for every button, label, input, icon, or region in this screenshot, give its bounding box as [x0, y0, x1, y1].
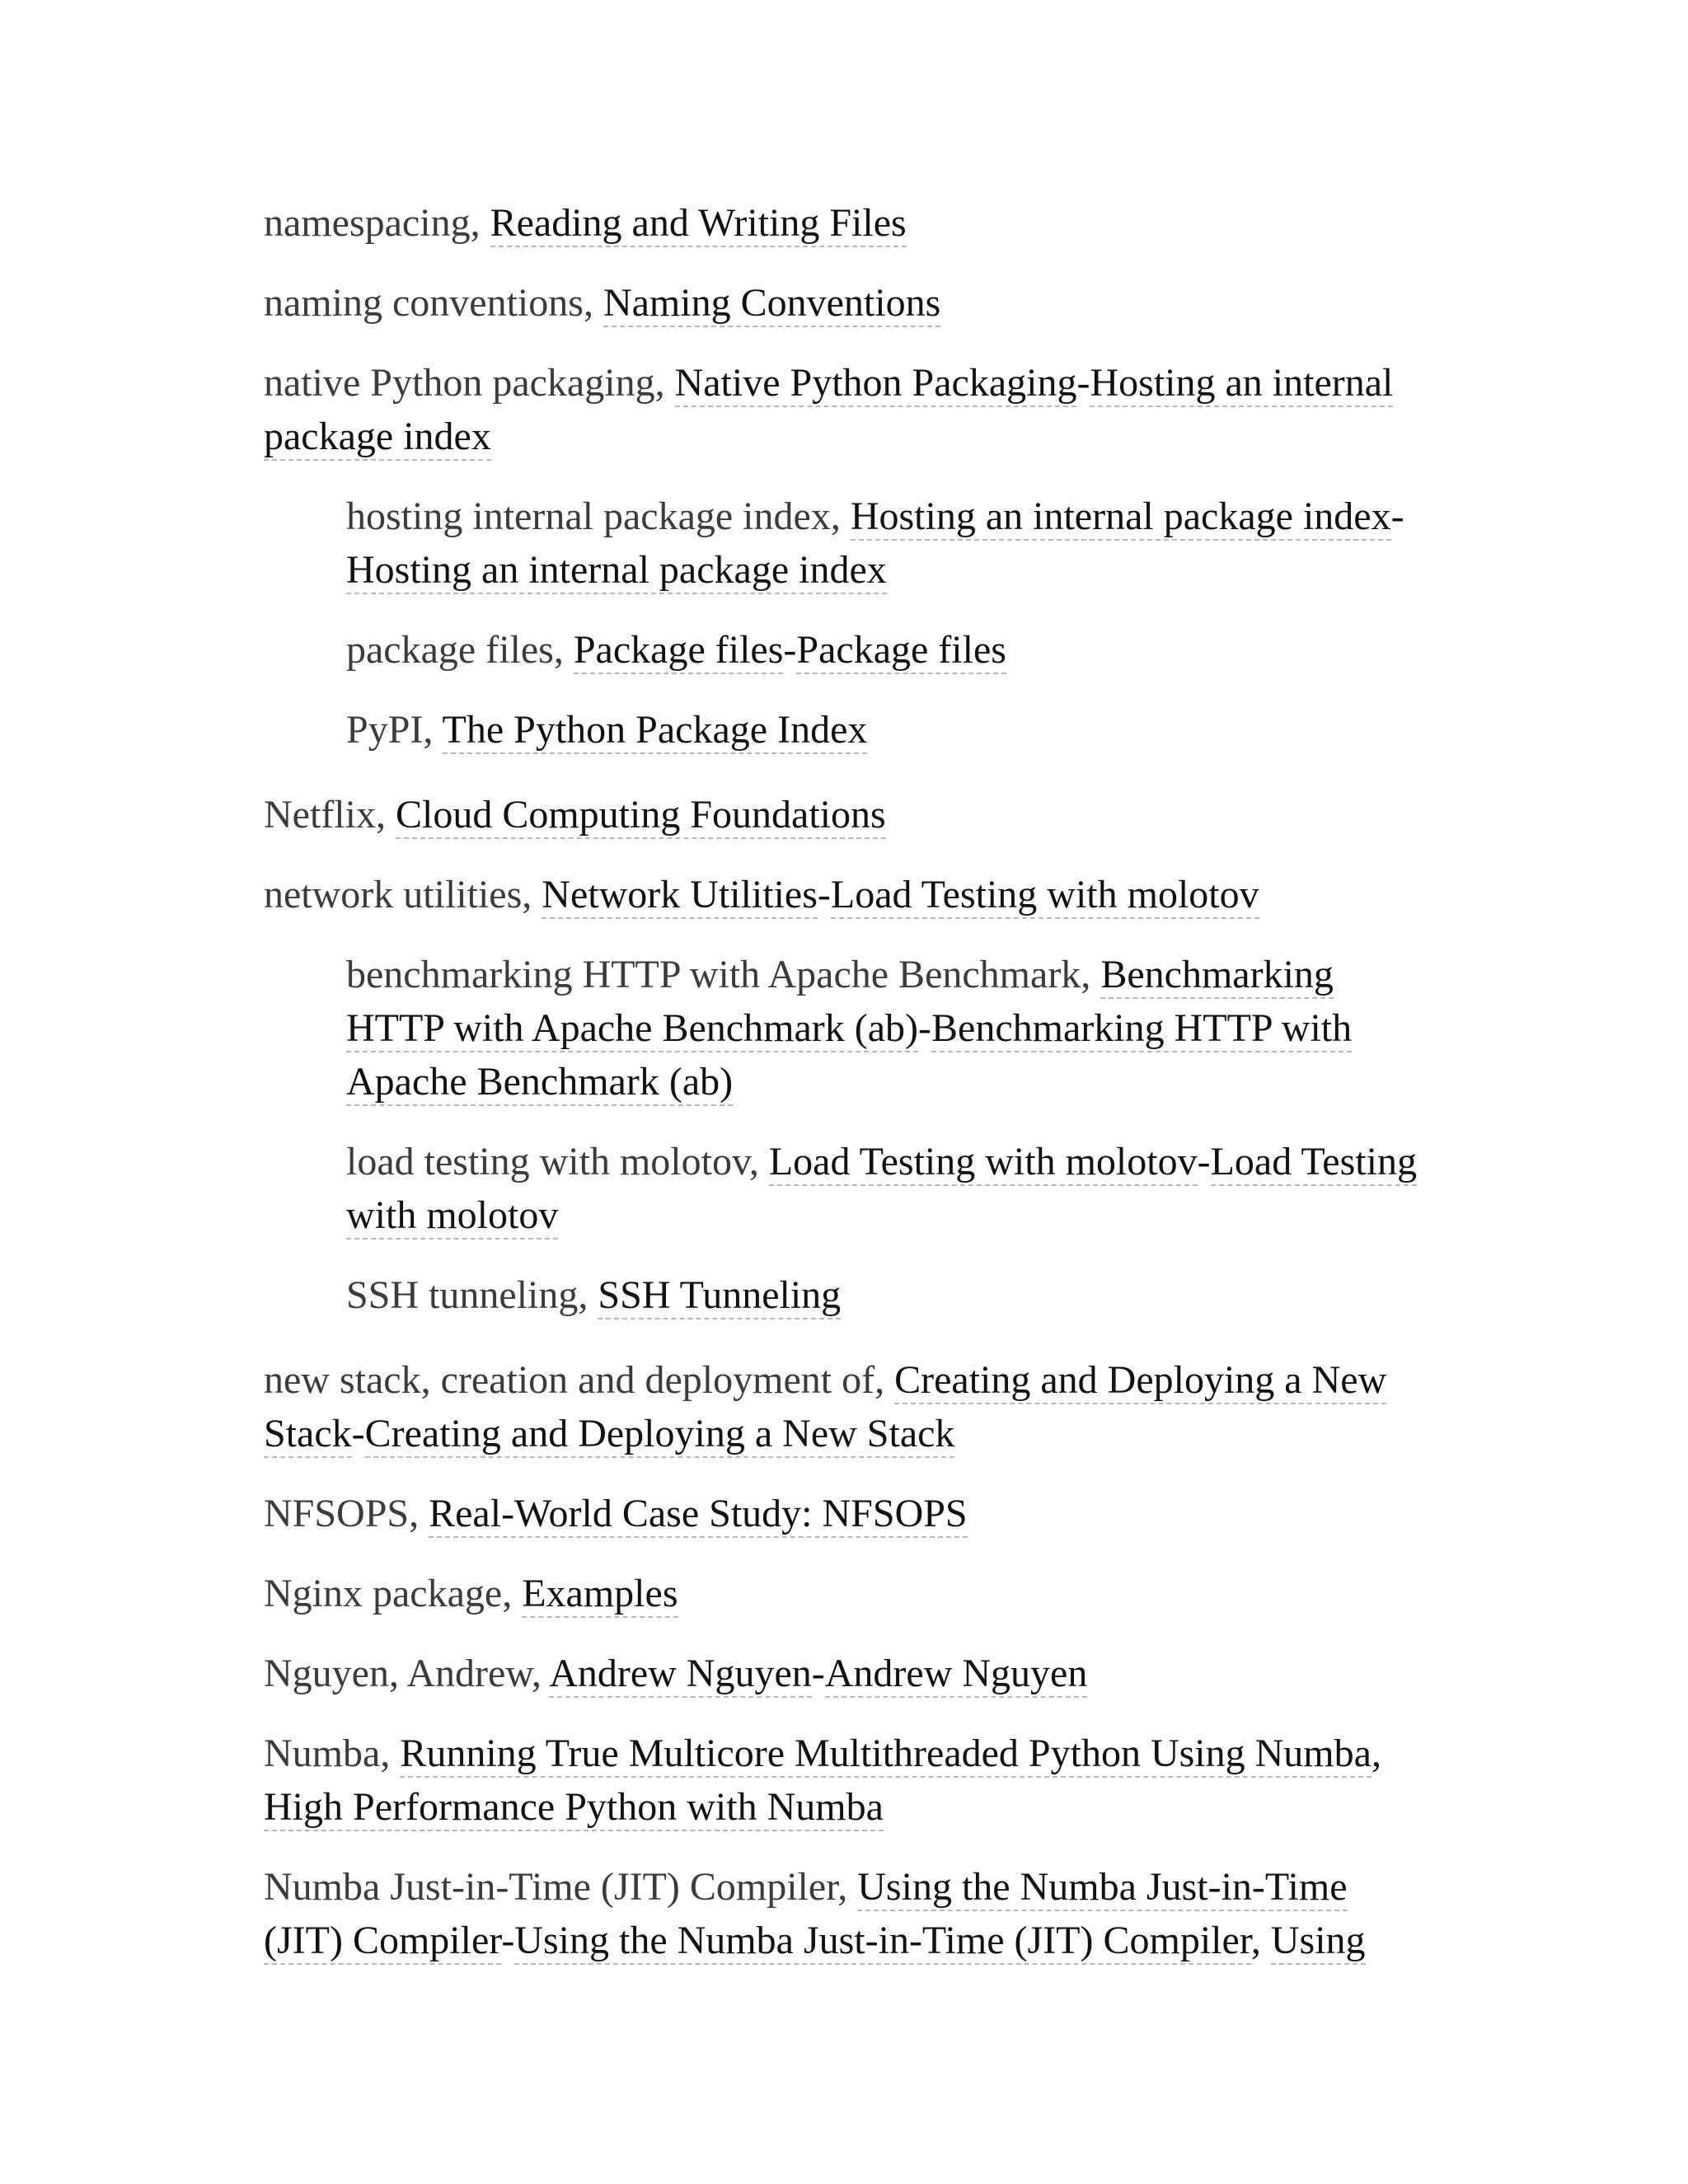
separator: ,: [1081, 953, 1101, 996]
index-entry: [264, 788, 1434, 841]
index-link-hosting-an-internal-package-index[interactable]: Hosting an internal package index: [264, 361, 1393, 461]
index-link-the-python-package-index[interactable]: The Python Package Index: [443, 708, 868, 754]
index-term: PyPI: [346, 708, 424, 752]
index-subentry: [346, 948, 1434, 1108]
index-link-real-world-case-study-nfsops[interactable]: Real-World Case Study: NFSOPS: [429, 1492, 968, 1538]
separator: ,: [502, 1572, 523, 1615]
index-term: Netflix: [264, 793, 376, 837]
index-term: load testing with molotov: [346, 1140, 749, 1183]
separator: ,: [837, 1865, 858, 1909]
separator: ,: [423, 708, 443, 752]
separator: ,: [748, 1140, 769, 1183]
index-entry: [264, 1353, 1434, 1460]
index-term: Numba: [264, 1732, 381, 1775]
index-link-load-testing-with-molotov[interactable]: Load Testing with molotov: [769, 1140, 1198, 1186]
index-entry: [264, 276, 1434, 330]
index-link-examples[interactable]: Examples: [522, 1572, 678, 1618]
separator: ,: [470, 201, 490, 245]
index-link-andrew-nguyen[interactable]: Andrew Nguyen: [825, 1652, 1088, 1698]
index-link-naming-conventions[interactable]: Naming Conventions: [603, 281, 940, 327]
separator: -: [1390, 494, 1404, 538]
index-link-high-performance-python-with-numba[interactable]: High Performance Python with Numba: [264, 1785, 884, 1831]
index-entry: [264, 1487, 1434, 1540]
separator: ,: [522, 873, 542, 916]
index-link-using[interactable]: Using: [1271, 1919, 1366, 1965]
separator: -: [817, 873, 831, 916]
index-term: SSH tunneling: [346, 1273, 579, 1317]
separator: ,: [874, 1358, 895, 1402]
index-entry: [264, 1860, 1434, 1967]
index-entry: [264, 1727, 1434, 1834]
index-term: Nguyen, Andrew: [264, 1652, 532, 1695]
index-term: package files: [346, 628, 554, 672]
index-link-andrew-nguyen[interactable]: Andrew Nguyen: [549, 1652, 812, 1698]
index-link-load-testing-with-molotov[interactable]: Load Testing with molotov: [831, 873, 1259, 919]
separator: ,: [553, 628, 574, 672]
index-term: Nginx package: [264, 1572, 503, 1615]
index-link-network-utilities[interactable]: Network Utilities: [542, 873, 818, 919]
index-entry: [264, 1567, 1434, 1620]
separator: -: [1197, 1140, 1211, 1183]
index-entry: [264, 1647, 1434, 1700]
index-link-hosting-an-internal-package-index[interactable]: Hosting an internal package index: [851, 494, 1391, 541]
index-term: new stack, creation and deployment of: [264, 1358, 875, 1402]
index-term: hosting internal package index: [346, 494, 831, 538]
index-term: namespacing: [264, 201, 471, 245]
separator: ,: [1371, 1732, 1381, 1775]
index-term: benchmarking HTTP with Apache Benchmark: [346, 953, 1081, 996]
index-link-hosting-an-internal-package-index[interactable]: Hosting an internal package index: [346, 548, 887, 594]
index-page: [264, 196, 1434, 1994]
index-link-benchmarking-http-with-apache-benchmark-ab[interactable]: Benchmarking HTTP with Apache Benchmark (ab): [346, 1006, 1352, 1106]
separator: ,: [1250, 1919, 1271, 1962]
index-entry: [264, 868, 1434, 921]
index-link-creating-and-deploying-a-new-stack[interactable]: Creating and Deploying a New Stack: [264, 1358, 1386, 1458]
separator: -: [811, 1652, 825, 1695]
index-term: network utilities: [264, 873, 523, 916]
index-subentry: [346, 623, 1434, 677]
separator: ,: [830, 494, 851, 538]
index-link-cloud-computing-foundations[interactable]: Cloud Computing Foundations: [396, 793, 886, 839]
separator: ,: [583, 281, 603, 325]
separator: ,: [380, 1732, 401, 1775]
index-link-reading-and-writing-files[interactable]: Reading and Writing Files: [490, 201, 907, 247]
index-link-using-the-numba-just-in-time-jit-compiler[interactable]: Using the Numba Just-in-Time (JIT) Compiler: [514, 1919, 1251, 1965]
index-entry: [264, 196, 1434, 250]
index-term: NFSOPS: [264, 1492, 410, 1535]
index-term: native Python packaging: [264, 361, 655, 405]
index-subentry: [346, 490, 1434, 597]
index-link-ssh-tunneling[interactable]: SSH Tunneling: [598, 1273, 841, 1319]
index-link-package-files[interactable]: Package files: [574, 628, 784, 674]
separator: ,: [654, 361, 675, 405]
separator: -: [501, 1919, 515, 1962]
index-link-running-true-multicore-multithreaded-python-using-numba[interactable]: Running True Multicore Multithreaded Python Using Numba: [400, 1732, 1372, 1778]
index-term: naming conventions: [264, 281, 584, 325]
separator: -: [783, 628, 797, 672]
index-entry: [264, 356, 1434, 463]
index-link-benchmarking-http-with-apache-benchmark-ab[interactable]: Benchmarking HTTP with Apache Benchmark (ab): [346, 953, 1334, 1052]
index-subentry: [346, 1135, 1434, 1242]
index-subentry: [346, 1268, 1434, 1322]
index-link-creating-and-deploying-a-new-stack[interactable]: Creating and Deploying a New Stack: [365, 1412, 955, 1458]
index-link-package-files[interactable]: Package files: [796, 628, 1006, 674]
index-link-using-the-numba-just-in-time-jit-compiler[interactable]: Using the Numba Just-in-Time (JIT) Compiler: [264, 1865, 1348, 1965]
separator: ,: [409, 1492, 429, 1535]
separator: -: [918, 1006, 931, 1050]
separator: -: [1076, 361, 1090, 405]
index-subentry: [346, 703, 1434, 757]
separator: -: [351, 1412, 365, 1455]
index-link-load-testing-with-molotov[interactable]: Load Testing with molotov: [346, 1140, 1417, 1240]
separator: ,: [531, 1652, 550, 1695]
index-link-native-python-packaging[interactable]: Native Python Packaging: [675, 361, 1077, 407]
separator: ,: [375, 793, 396, 837]
index-term: Numba Just-in-Time (JIT) Compiler: [264, 1865, 838, 1909]
separator: ,: [578, 1273, 598, 1317]
